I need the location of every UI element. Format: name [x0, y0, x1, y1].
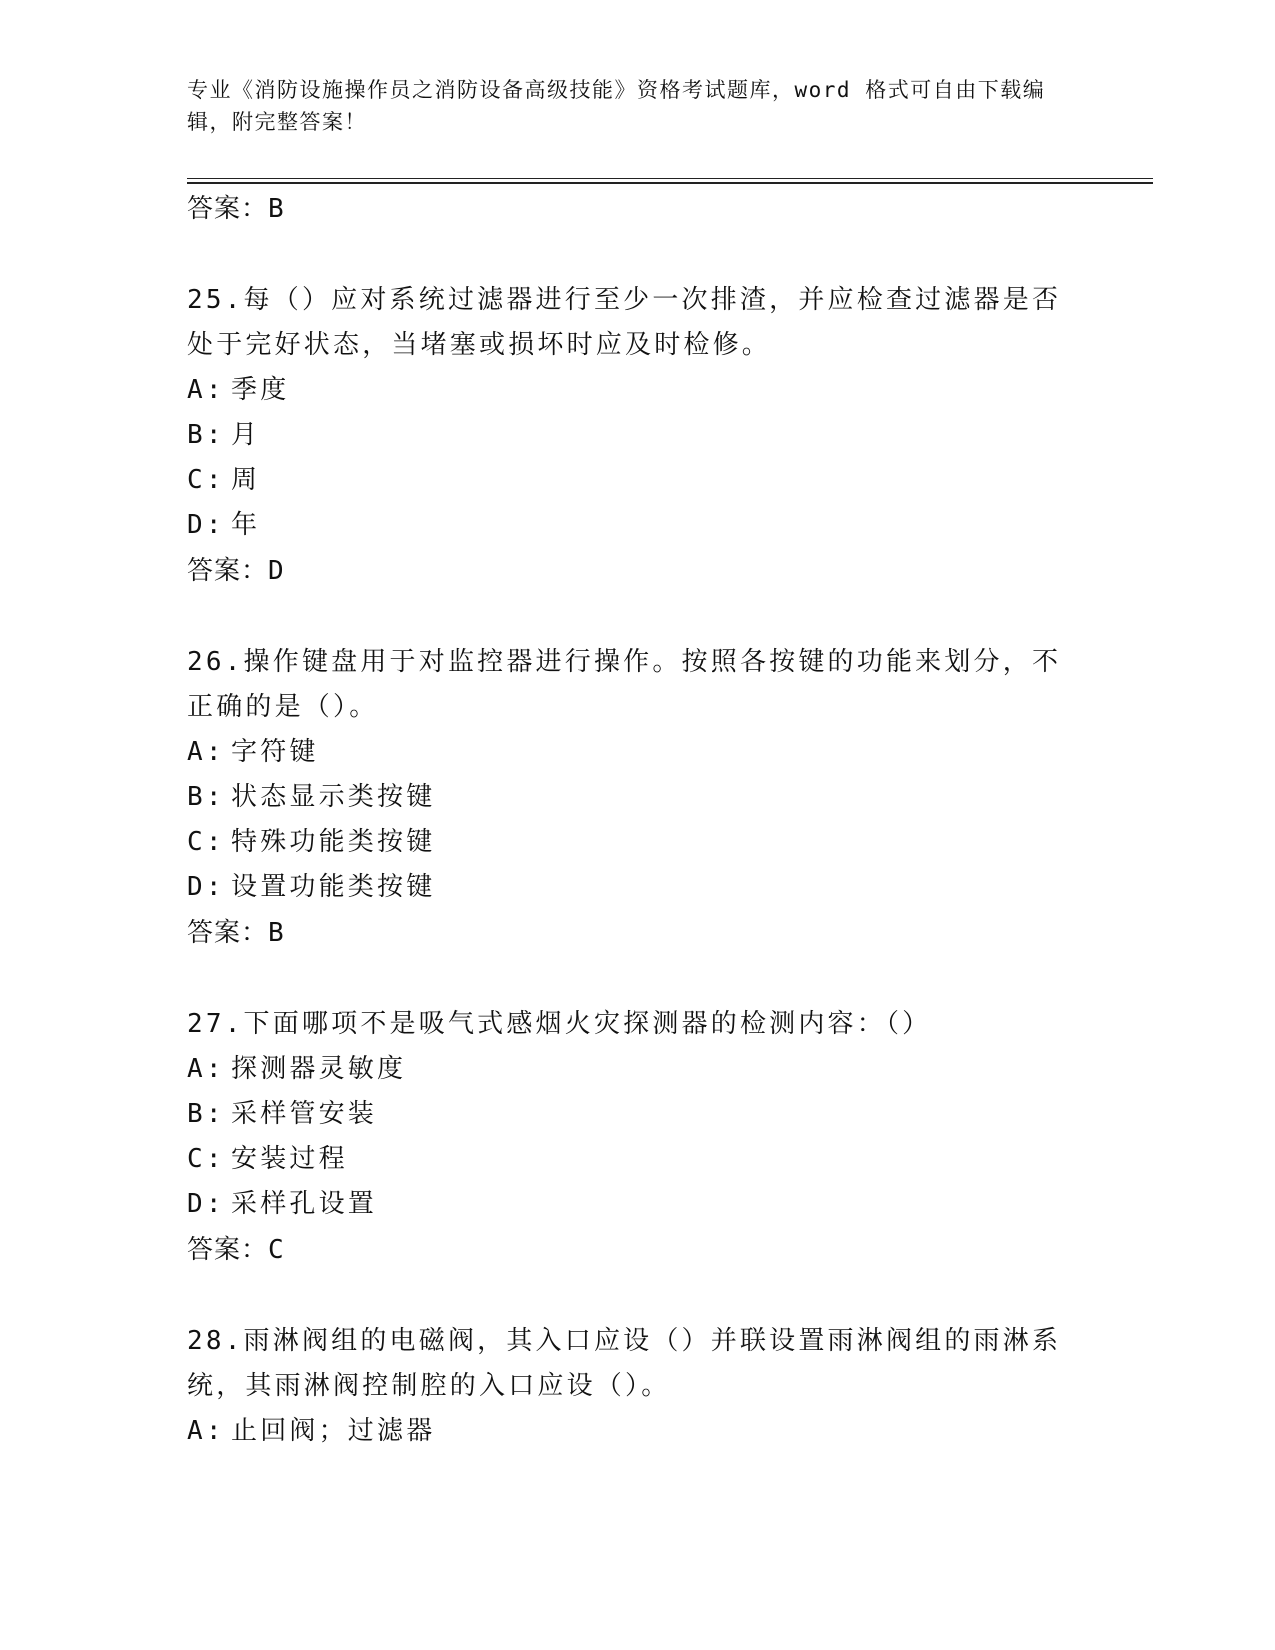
- option-text: 季度: [231, 375, 290, 405]
- option-text: 安装过程: [231, 1144, 348, 1174]
- question-stem: 26.操作键盘用于对监控器进行操作。按照各按键的功能来划分，不正确的是（）。: [187, 647, 1062, 722]
- option-b: [187, 413, 1087, 458]
- option-text: 状态显示类按键: [231, 782, 436, 812]
- header-divider: [187, 178, 1153, 179]
- answer-value: B: [268, 194, 285, 224]
- question-item: [187, 1319, 1087, 1454]
- question-stem: 28.雨淋阀组的电磁阀，其入口应设（）并联设置雨淋阀组的雨淋系统，其雨淋阀控制腔的入口应设（）。: [187, 1326, 1062, 1401]
- question-list: [187, 186, 1087, 1454]
- option-key: B:: [187, 420, 225, 450]
- option-text: 特殊功能类按键: [231, 827, 436, 857]
- option-text: 字符键: [231, 737, 319, 767]
- option-key: A:: [187, 1054, 225, 1084]
- option-key: A:: [187, 1416, 225, 1446]
- option-d: [187, 1182, 1087, 1227]
- answer-line: [187, 186, 1087, 232]
- option-key: A:: [187, 737, 225, 767]
- option-key: D:: [187, 510, 225, 540]
- option-text: 年: [231, 510, 261, 540]
- document-header: 专业《消防设施操作员之消防设备高级技能》资格考试题库，word 格式可自由下载编辑，附完整答案！: [187, 78, 1046, 134]
- option-c: [187, 1137, 1087, 1182]
- option-key: B:: [187, 1099, 225, 1129]
- option-c: [187, 458, 1087, 503]
- header-divider-thick: [187, 182, 1153, 184]
- question-stem: 27.下面哪项不是吸气式感烟火灾探测器的检测内容：（）: [187, 1009, 932, 1039]
- answer-line: [187, 1227, 1087, 1273]
- option-text: 采样管安装: [231, 1099, 378, 1129]
- option-key: C:: [187, 1144, 225, 1174]
- option-text: 月: [231, 420, 261, 450]
- option-key: B:: [187, 782, 225, 812]
- option-b: [187, 775, 1087, 820]
- option-text: 设置功能类按键: [231, 872, 436, 902]
- question-stem: 25.每（）应对系统过滤器进行至少一次排渣，并应检查过滤器是否处于完好状态，当堵塞或损坏时应及时检修。: [187, 285, 1062, 360]
- answer-value: B: [268, 918, 285, 948]
- option-key: D:: [187, 872, 225, 902]
- option-c: [187, 820, 1087, 865]
- answer-value: D: [268, 556, 285, 586]
- option-a: [187, 730, 1087, 775]
- option-key: D:: [187, 1189, 225, 1219]
- answer-line: [187, 910, 1087, 956]
- answer-label: 答案：: [187, 194, 269, 224]
- option-key: A:: [187, 375, 225, 405]
- option-text: 周: [231, 465, 261, 495]
- option-a: [187, 1409, 1087, 1454]
- question-item: [187, 278, 1087, 594]
- option-text: 探测器灵敏度: [231, 1054, 407, 1084]
- option-b: [187, 1092, 1087, 1137]
- option-d: [187, 865, 1087, 910]
- answer-label: 答案：: [187, 1235, 269, 1265]
- answer-value: C: [268, 1235, 285, 1265]
- option-a: [187, 368, 1087, 413]
- question-item: [187, 1002, 1087, 1273]
- option-d: [187, 503, 1087, 548]
- answer-line: [187, 548, 1087, 594]
- option-text: 止回阀；过滤器: [231, 1416, 436, 1446]
- option-key: C:: [187, 827, 225, 857]
- option-a: [187, 1047, 1087, 1092]
- answer-label: 答案：: [187, 918, 269, 948]
- answer-label: 答案：: [187, 556, 269, 586]
- option-key: C:: [187, 465, 225, 495]
- question-item: [187, 640, 1087, 956]
- option-text: 采样孔设置: [231, 1189, 378, 1219]
